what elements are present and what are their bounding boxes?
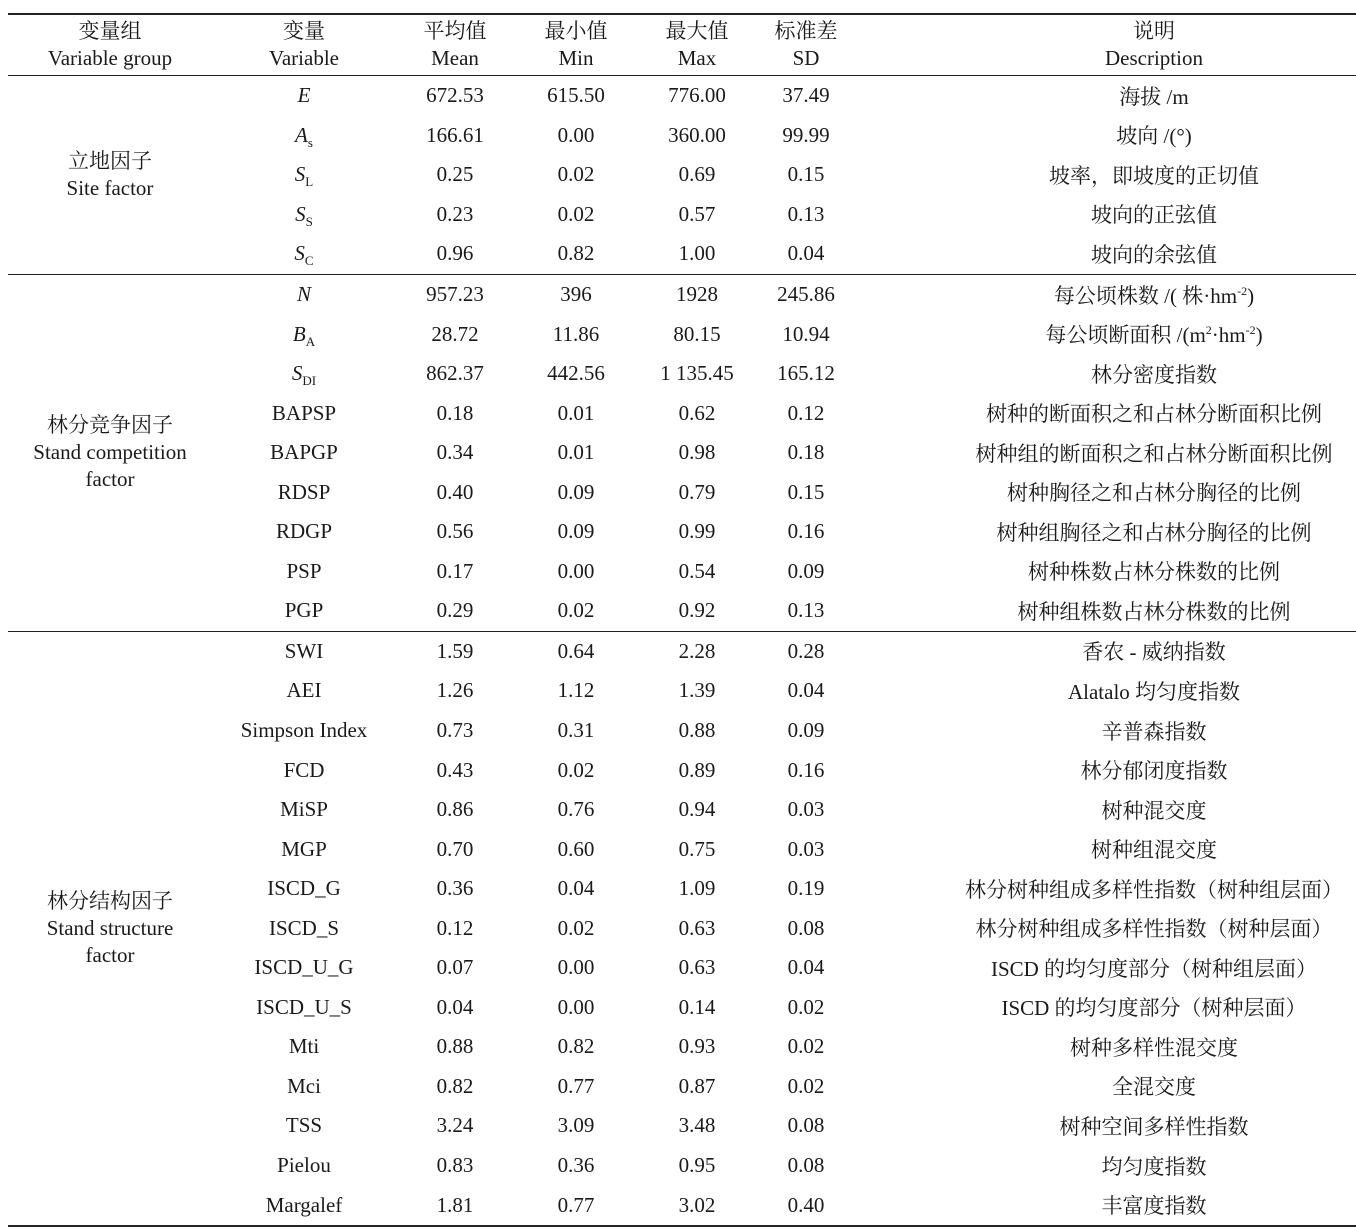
- group-label-en: Stand structure: [46, 915, 174, 940]
- variable-cell: SWI: [284, 638, 324, 663]
- sd-cell: 0.19: [787, 876, 825, 901]
- sd-cell: 0.15: [787, 479, 825, 504]
- mean-cell: 0.29: [436, 598, 474, 623]
- description-superscript: -2: [1237, 283, 1248, 298]
- max-cell: 0.88: [678, 718, 716, 743]
- max-cell: 0.95: [678, 1153, 716, 1178]
- sd-cell: 0.18: [787, 440, 825, 465]
- description-text-end: ): [1247, 283, 1255, 308]
- header-variable-zh: 变量: [283, 19, 325, 43]
- max-cell: 1.39: [678, 678, 716, 703]
- variable-cell: [212, 116, 396, 156]
- max-cell: 776.00: [668, 83, 726, 108]
- sd-cell: 0.08: [787, 1113, 825, 1138]
- variable-cell: [212, 195, 396, 235]
- min-cell: 396: [560, 282, 592, 306]
- header-min-en: Min: [558, 46, 594, 70]
- sd-cell: 0.08: [787, 915, 825, 940]
- max-cell: 0.54: [678, 558, 716, 583]
- max-cell: 0.99: [678, 519, 716, 544]
- sd-cell: 0.13: [787, 201, 825, 226]
- max-cell: 1928: [676, 282, 718, 306]
- sd-cell: 0.28: [787, 638, 825, 663]
- max-cell: 360.00: [668, 122, 726, 147]
- variable-name: E: [297, 83, 311, 108]
- group-label: [8, 631, 212, 1226]
- description-cell: 全混交度: [1112, 1075, 1196, 1100]
- description-cell: 树种组的断面积之和占林分断面积比例: [975, 441, 1333, 466]
- sd-cell: 0.13: [787, 598, 825, 623]
- group-label-zh: 林分结构因子: [47, 888, 173, 913]
- variable-cell: [212, 76, 396, 116]
- group-site-factor: [8, 76, 1356, 275]
- min-cell: 0.00: [557, 558, 595, 583]
- description-cell: 树种株数占林分株数的比例: [1028, 560, 1280, 585]
- description-cell: Alatalo 均匀度指数: [1067, 679, 1241, 704]
- min-cell: 0.09: [557, 519, 595, 544]
- table-row: [8, 274, 1356, 314]
- min-cell: 0.36: [557, 1153, 595, 1178]
- header-max-en: Max: [677, 46, 717, 70]
- group-label: [8, 76, 212, 275]
- max-cell: 1 135.45: [660, 361, 734, 386]
- sd-cell: 0.02: [787, 994, 825, 1019]
- header-group-zh: 变量组: [78, 19, 142, 43]
- header-group: [8, 14, 212, 76]
- sd-cell: 0.03: [787, 836, 825, 861]
- description-cell: 林分树种组成多样性指数（树种组层面）: [965, 877, 1343, 902]
- variable-name: N: [296, 282, 311, 306]
- min-cell: 0.02: [557, 201, 595, 226]
- sd-cell: 0.16: [787, 757, 825, 782]
- description-cell: 树种的断面积之和占林分断面积比例: [986, 402, 1322, 427]
- mean-cell: 0.17: [436, 558, 474, 583]
- variable-cell: ISCD_U_G: [254, 955, 354, 980]
- variable-cell: Simpson Index: [240, 718, 368, 743]
- sd-cell: 0.04: [787, 241, 825, 266]
- variable-cell: RDSP: [277, 479, 331, 504]
- mean-cell: 3.24: [436, 1113, 474, 1138]
- description-cell: 树种混交度: [1101, 798, 1207, 823]
- min-cell: 0.60: [557, 836, 595, 861]
- mean-cell: 0.40: [436, 479, 474, 504]
- mean-cell: 1.59: [436, 638, 474, 663]
- header-sd-en: SD: [792, 46, 820, 70]
- sd-cell: 0.03: [787, 797, 825, 822]
- sd-cell: 0.04: [787, 955, 825, 980]
- mean-cell: 957.23: [426, 282, 484, 306]
- max-cell: 3.02: [678, 1192, 716, 1217]
- min-cell: 0.02: [557, 757, 595, 782]
- group-label-zh: 林分竞争因子: [47, 413, 173, 438]
- header-min: [514, 14, 638, 76]
- max-cell: 2.28: [678, 638, 716, 663]
- header-sd: [756, 14, 856, 76]
- header-variable: [212, 14, 396, 76]
- header-variable-en: Variable: [269, 46, 339, 70]
- min-cell: 0.82: [557, 241, 595, 266]
- description-cell: 树种多样性混交度: [1070, 1035, 1238, 1060]
- variable-name: S: [294, 241, 305, 266]
- mean-cell: 672.53: [426, 83, 484, 108]
- variable-cell: [212, 314, 396, 354]
- variable-cell: TSS: [285, 1113, 323, 1138]
- max-cell: 0.63: [678, 915, 716, 940]
- variable-cell: Mci: [287, 1073, 321, 1098]
- min-cell: 0.04: [557, 876, 595, 901]
- variable-subscript: C: [304, 253, 314, 269]
- mean-cell: 0.73: [436, 718, 474, 743]
- min-cell: 0.64: [557, 638, 595, 663]
- sd-cell: 37.49: [782, 83, 830, 108]
- variable-cell: BAPGP: [270, 440, 338, 465]
- description-cell: 林分郁闭度指数: [1080, 759, 1228, 784]
- description-cell: ISCD 的均匀度部分（树种层面）: [1001, 996, 1307, 1021]
- variable-cell: Margalef: [265, 1192, 343, 1217]
- variable-cell: [212, 354, 396, 394]
- group-label-en: Stand competition: [33, 440, 187, 465]
- sd-cell: 0.04: [787, 678, 825, 703]
- max-cell: 0.63: [678, 955, 716, 980]
- max-cell: 0.92: [678, 598, 716, 623]
- table-row: [8, 631, 1356, 671]
- mean-cell: 0.43: [436, 757, 474, 782]
- variable-subscript: DI: [302, 373, 317, 389]
- max-cell: 0.14: [678, 994, 716, 1019]
- mean-cell: 0.18: [436, 400, 474, 425]
- max-cell: 0.57: [678, 201, 716, 226]
- max-cell: 0.94: [678, 797, 716, 822]
- mean-cell: 862.37: [426, 361, 484, 386]
- mean-cell: 1.81: [436, 1192, 474, 1217]
- header-description-en: Description: [1105, 46, 1203, 70]
- min-cell: 0.00: [557, 955, 595, 980]
- min-cell: 0.77: [557, 1192, 595, 1217]
- description-text: 每公顷株数 /( 株·hm: [1053, 283, 1238, 308]
- group-label-zh: 立地因子: [68, 148, 152, 173]
- mean-cell: 0.07: [436, 955, 474, 980]
- mean-cell: 0.23: [436, 201, 474, 226]
- variable-statistics-table: [8, 13, 1356, 1227]
- min-cell: 0.82: [557, 1034, 595, 1059]
- sd-cell: 245.86: [777, 282, 835, 306]
- header-max-zh: 最大值: [665, 19, 729, 43]
- variable-cell: Mti: [288, 1034, 320, 1059]
- group-stand-structure-factor: [8, 631, 1356, 1226]
- max-cell: 0.87: [678, 1073, 716, 1098]
- description-text-end: ): [1255, 323, 1263, 348]
- description-text: 每公顷断面积 /(m: [1045, 323, 1206, 348]
- min-cell: 0.02: [557, 598, 595, 623]
- sd-cell: 0.09: [787, 718, 825, 743]
- variable-cell: PGP: [284, 598, 324, 623]
- min-cell: 0.01: [557, 400, 595, 425]
- header-mean: [396, 14, 514, 76]
- header-row: [8, 14, 1356, 76]
- variable-cell: [212, 274, 396, 314]
- mean-cell: 0.86: [436, 797, 474, 822]
- description-cell: 树种组混交度: [1091, 838, 1217, 863]
- table-row: [8, 76, 1356, 116]
- max-cell: 1.00: [678, 241, 716, 266]
- description-cell: 树种空间多样性指数: [1059, 1114, 1249, 1139]
- max-cell: 3.48: [678, 1113, 716, 1138]
- group-label: [8, 274, 212, 631]
- variable-cell: MiSP: [280, 797, 328, 822]
- description-cell: [856, 314, 1356, 354]
- max-cell: 80.15: [673, 321, 721, 346]
- sd-cell: 165.12: [777, 361, 835, 386]
- description-text-mid: ·hm: [1211, 323, 1246, 348]
- min-cell: 3.09: [557, 1113, 595, 1138]
- description-cell: 坡向 /(°): [1116, 124, 1192, 149]
- group-label-en-2: factor: [85, 467, 135, 492]
- table-header: [8, 14, 1356, 76]
- variable-cell: PSP: [286, 558, 322, 583]
- max-cell: 0.79: [678, 479, 716, 504]
- header-description-zh: 说明: [1133, 19, 1175, 43]
- mean-cell: 0.56: [436, 519, 474, 544]
- description-cell: 坡率，即坡度的正切值: [1049, 163, 1259, 188]
- variable-subscript: L: [305, 174, 314, 190]
- sd-cell: 0.16: [787, 519, 825, 544]
- min-cell: 0.31: [557, 718, 595, 743]
- description-cell: ISCD 的均匀度部分（树种组层面）: [990, 956, 1318, 981]
- min-cell: 0.77: [557, 1073, 595, 1098]
- description-cell: 林分树种组成多样性指数（树种层面）: [975, 917, 1333, 942]
- mean-cell: 28.72: [431, 321, 479, 346]
- variable-cell: [212, 234, 396, 274]
- mean-cell: 0.96: [436, 241, 474, 266]
- description-superscript-2: -2: [1245, 323, 1256, 338]
- max-cell: 0.98: [678, 440, 716, 465]
- header-max: [638, 14, 756, 76]
- sd-cell: 0.02: [787, 1034, 825, 1059]
- mean-cell: 1.26: [436, 678, 474, 703]
- variable-subscript: s: [307, 134, 313, 150]
- sd-cell: 0.12: [787, 400, 825, 425]
- header-group-en: Variable group: [47, 46, 173, 70]
- mean-cell: 0.70: [436, 836, 474, 861]
- variable-cell: RDGP: [275, 519, 333, 544]
- header-mean-en: Mean: [431, 46, 479, 70]
- description-cell: [856, 274, 1356, 314]
- group-label-en-2: factor: [85, 942, 135, 967]
- description-cell: 香农 - 威纳指数: [1082, 640, 1226, 665]
- variable-cell: [212, 155, 396, 195]
- max-cell: 0.89: [678, 757, 716, 782]
- variable-name: B: [292, 321, 306, 346]
- variable-cell: ISCD_S: [268, 915, 340, 940]
- sd-cell: 0.09: [787, 558, 825, 583]
- mean-cell: 0.88: [436, 1034, 474, 1059]
- description-cell: 海拔 /m: [1119, 84, 1189, 109]
- header-description: [856, 14, 1356, 76]
- variable-name: S: [294, 162, 306, 187]
- header-sd-zh: 标准差: [774, 19, 838, 43]
- description-cell: 坡向的余弦值: [1091, 242, 1217, 267]
- min-cell: 0.09: [557, 479, 595, 504]
- variable-cell: BAPSP: [271, 400, 337, 425]
- min-cell: 0.02: [557, 915, 595, 940]
- mean-cell: 0.83: [436, 1153, 474, 1178]
- mean-cell: 0.82: [436, 1073, 474, 1098]
- sd-cell: 0.08: [787, 1153, 825, 1178]
- description-superscript: 2: [1205, 323, 1212, 338]
- mean-cell: 0.25: [436, 162, 474, 187]
- min-cell: 1.12: [557, 678, 595, 703]
- min-cell: 11.86: [552, 321, 600, 346]
- min-cell: 615.50: [547, 83, 605, 108]
- description-cell: 丰富度指数: [1101, 1194, 1207, 1219]
- mean-cell: 0.34: [436, 440, 474, 465]
- min-cell: 0.01: [557, 440, 595, 465]
- min-cell: 0.02: [557, 162, 595, 187]
- description-cell: 均匀度指数: [1101, 1154, 1207, 1179]
- variable-cell: ISCD_U_S: [256, 994, 352, 1019]
- mean-cell: 0.12: [436, 915, 474, 940]
- max-cell: 1.09: [678, 876, 716, 901]
- max-cell: 0.93: [678, 1034, 716, 1059]
- max-cell: 0.62: [678, 400, 716, 425]
- variable-subscript: S: [305, 213, 313, 229]
- variable-cell: FCD: [283, 757, 325, 782]
- variable-cell: ISCD_G: [267, 876, 341, 901]
- mean-cell: 0.36: [436, 876, 474, 901]
- description-cell: 林分密度指数: [1091, 362, 1217, 387]
- description-cell: 树种胸径之和占林分胸径的比例: [1007, 481, 1301, 506]
- description-cell: 坡向的正弦值: [1091, 203, 1217, 228]
- variable-name: A: [295, 122, 308, 147]
- header-min-zh: 最小值: [544, 19, 608, 43]
- mean-cell: 166.61: [426, 122, 484, 147]
- sd-cell: 10.94: [782, 321, 830, 346]
- sd-cell: 0.02: [787, 1073, 825, 1098]
- description-cell: 树种组株数占林分株数的比例: [1017, 599, 1291, 624]
- sd-cell: 99.99: [782, 122, 830, 147]
- sd-cell: 0.15: [787, 162, 825, 187]
- variable-cell: AEI: [286, 678, 322, 703]
- variable-name: S: [291, 361, 303, 386]
- group-label-en: Site factor: [66, 175, 154, 200]
- mean-cell: 0.04: [436, 994, 474, 1019]
- variable-cell: Pielou: [277, 1153, 331, 1178]
- header-mean-zh: 平均值: [423, 19, 487, 43]
- variable-name: S: [295, 201, 306, 226]
- variable-cell: MGP: [281, 836, 327, 861]
- description-cell: 辛普森指数: [1101, 719, 1207, 744]
- max-cell: 0.69: [678, 162, 716, 187]
- min-cell: 0.00: [557, 122, 595, 147]
- variable-subscript: A: [305, 333, 316, 349]
- min-cell: 0.00: [557, 994, 595, 1019]
- min-cell: 442.56: [547, 361, 605, 386]
- group-stand-competition-factor: [8, 274, 1356, 631]
- min-cell: 0.76: [557, 797, 595, 822]
- description-cell: 树种组胸径之和占林分胸径的比例: [996, 520, 1312, 545]
- max-cell: 0.75: [678, 836, 716, 861]
- sd-cell: 0.40: [787, 1192, 825, 1217]
